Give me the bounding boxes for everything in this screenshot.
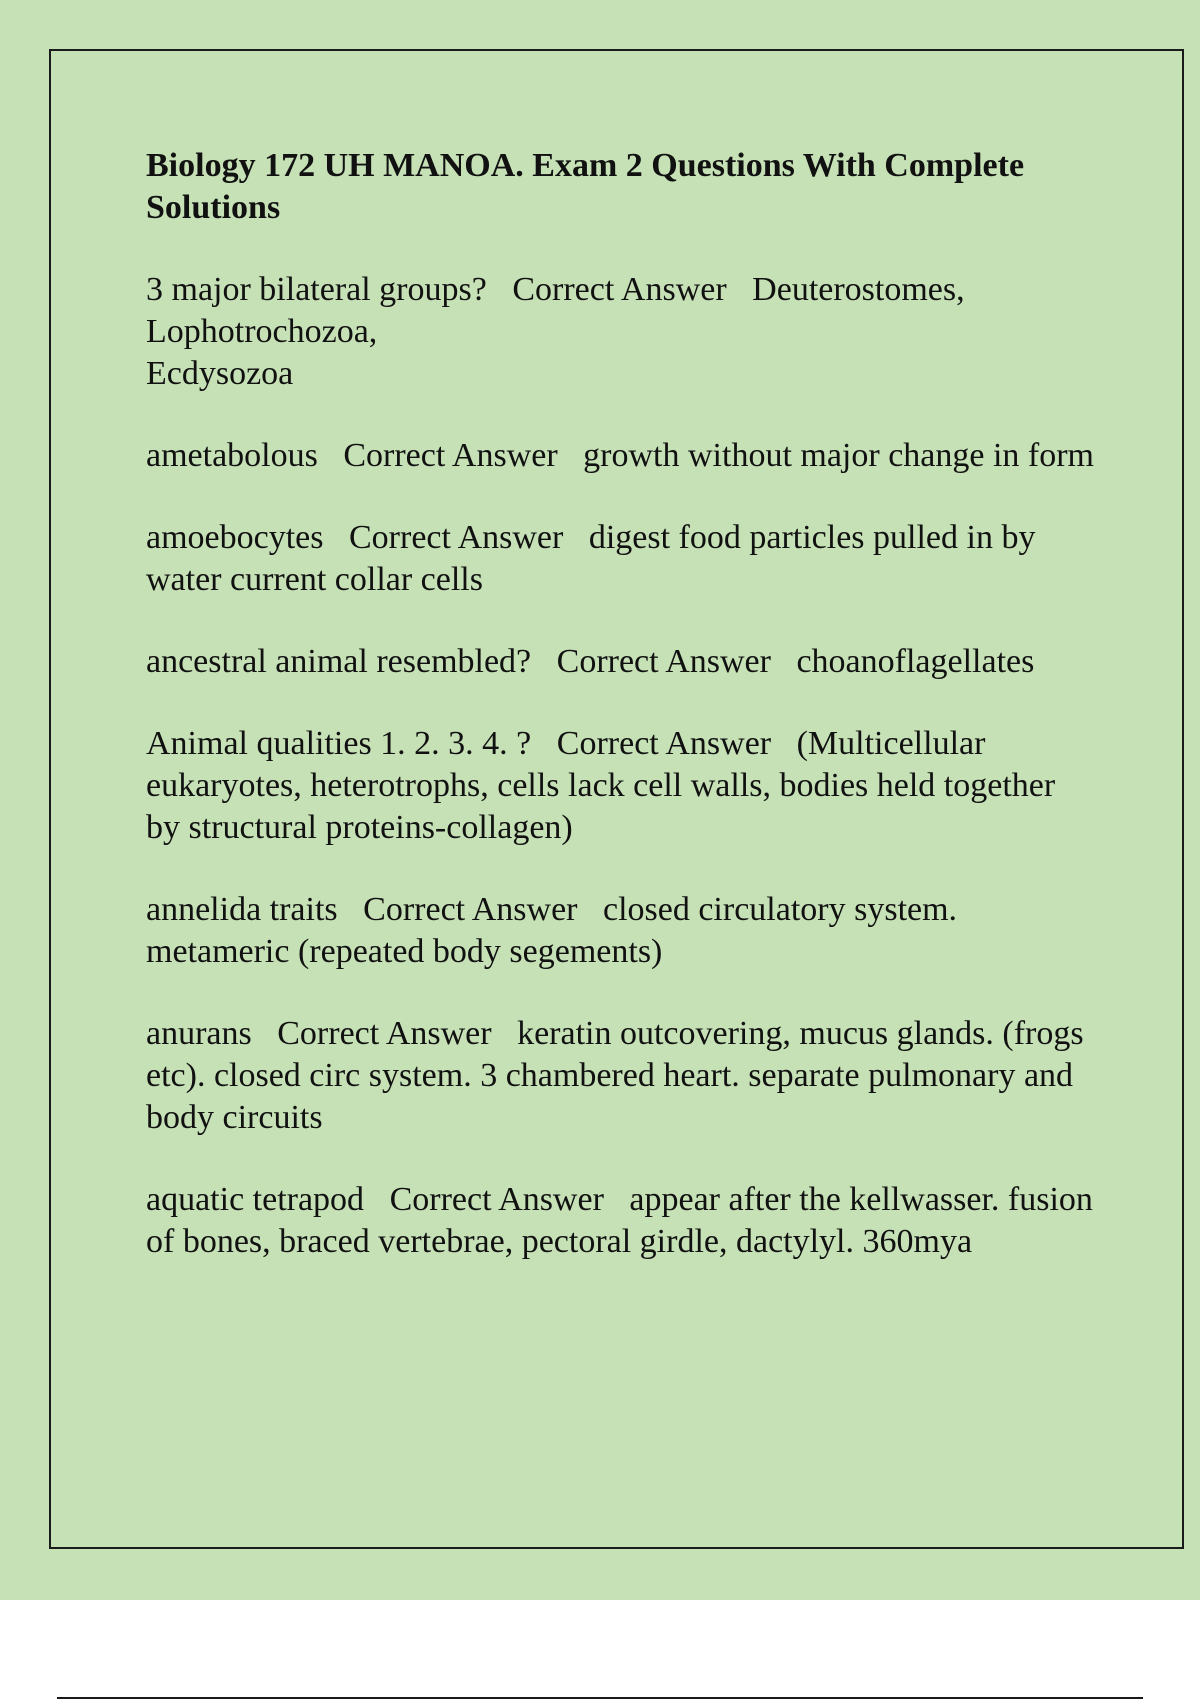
correct-answer-label: Correct Answer [277,1015,492,1052]
answer-text: growth without major change in form [583,437,1095,474]
correct-answer-label: Correct Answer [556,725,772,762]
qa-item-aquatic-tetrapod [146,1179,1102,1263]
question-text: ancestral animal resembled? [146,643,532,680]
correct-answer-label: Correct Answer [343,437,558,474]
question-text: amoebocytes [146,519,324,556]
correct-answer-label: Correct Answer [363,891,578,928]
answer-text: Deuterostomes, [752,271,965,308]
question-text: aquatic tetrapod [146,1181,365,1218]
question-text: Animal qualities 1. 2. 3. 4. ? [146,725,532,762]
question-text: anurans [146,1015,252,1052]
answer-text: appear after the kellwasser. fusion of bones, braced vertebrae, pectoral girdle, dactylyl. 360mya [146,1181,1102,1260]
answer-text: Ecdysozoa [146,355,294,392]
answer-text: closed circulatory system. metameric (repeated body segements) [146,891,966,970]
qa-item-anurans [146,1013,1096,1139]
answer-text: digest food particles pulled in by water current collar cells [146,519,1044,598]
question-text: annelida traits [146,891,338,928]
document-content [146,145,1102,1303]
qa-item-ametabolous [146,435,1096,477]
answer-text: choanoflagellates [796,643,1035,680]
answer-text: (Multicellular eukaryotes, heterotrophs, cells lack cell walls, bodies held together by structural proteins-collagen) [146,725,1064,846]
qa-item-animal-qualities [146,723,1096,849]
answer-text: Lophotrochozoa, [146,313,378,350]
answer-text: keratin outcovering, mucus glands. (frogs etc). closed circ system. 3 chambered heart. separate pulmonary and body circuits [146,1015,1093,1136]
qa-item-ancestral-animal [146,641,1096,683]
correct-answer-label: Correct Answer [512,271,727,308]
qa-item-amoebocytes [146,517,1096,601]
document-title: Biology 172 UH MANOA. Exam 2 Questions With Complete Solutions [146,147,1025,226]
question-text: 3 major bilateral groups? [146,271,487,308]
footer-divider [57,1697,1143,1699]
correct-answer-label: Correct Answer [389,1181,604,1218]
question-text: ametabolous [146,437,318,474]
correct-answer-label: Correct Answer [349,519,564,556]
qa-item-bilateral-groups [146,269,1096,395]
qa-item-annelida-traits [146,889,1096,973]
correct-answer-label: Correct Answer [556,643,771,680]
